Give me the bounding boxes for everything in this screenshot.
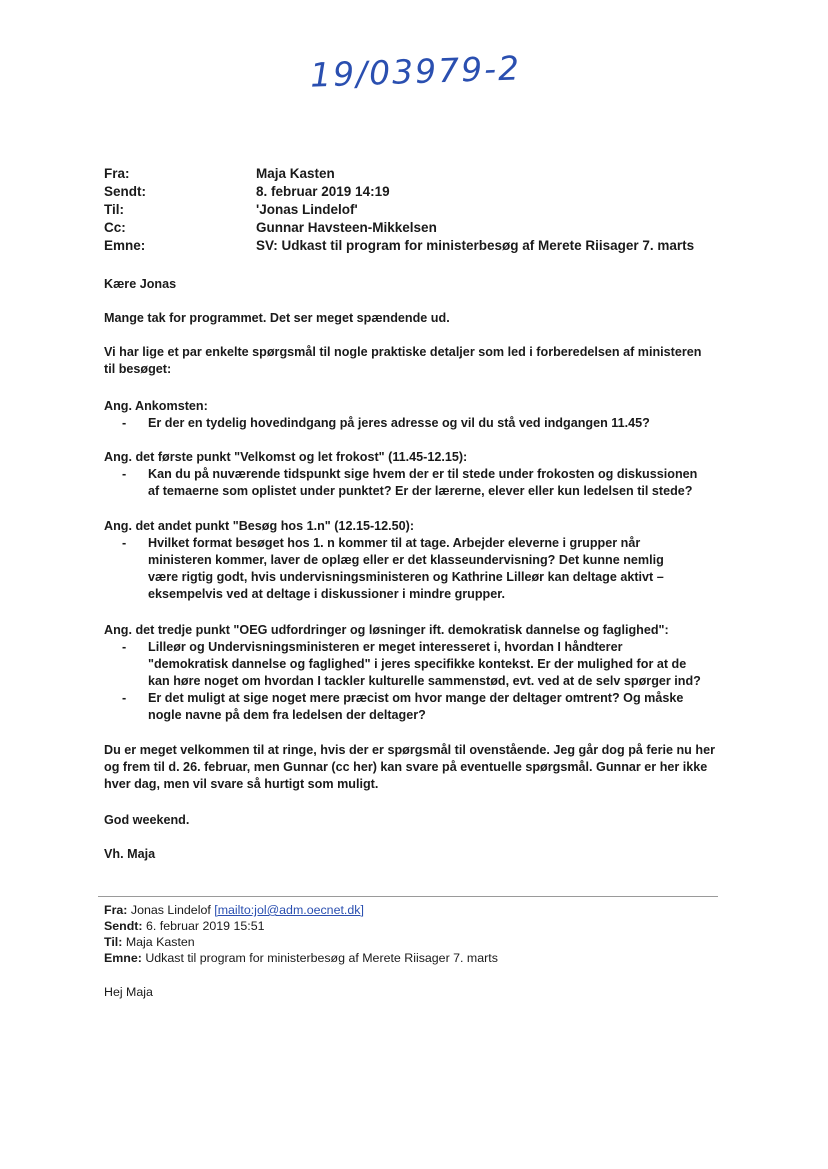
- forwarded-sent-label: Sendt:: [104, 919, 143, 933]
- forwarded-to-value: Maja Kasten: [125, 935, 195, 949]
- section-welcome-title: Ang. det første punkt "Velkomst og let frokost" (11.45-12.15):: [104, 450, 468, 464]
- forwarded-to-label: Til:: [104, 935, 123, 949]
- forwarded-from-label: Fra:: [104, 903, 128, 917]
- section-visit-list: [122, 535, 697, 603]
- forwarded-greeting: Hej Maja: [104, 985, 153, 999]
- section-arrival-list: [122, 415, 722, 432]
- to-value: 'Jonas Lindelof': [256, 202, 358, 217]
- closing-weekend: God weekend.: [104, 813, 190, 827]
- section-third-title: Ang. det tredje punkt "OEG udfordringer og løsninger ift. demokratisk dannelse og faglighed":: [104, 623, 669, 637]
- subject-value: SV: Udkast til program for ministerbesøg af Merete Riisager 7. marts: [256, 238, 695, 253]
- forwarded-mailto-link[interactable]: [mailto:jol@adm.oecnet.dk]: [214, 903, 364, 917]
- section-arrival-title: Ang. Ankomsten:: [104, 399, 208, 413]
- forwarded-from-row: [104, 902, 364, 918]
- forwarded-to-row: [104, 934, 195, 950]
- greeting: Kære Jonas: [104, 277, 177, 291]
- handwritten-case-number: 19/03979-2: [309, 48, 522, 95]
- closing-signature: Vh. Maja: [104, 847, 156, 861]
- list-item: - Er der en tydelig hovedindgang på jeres adresse og vil du stå ved indgangen 11.45?: [122, 416, 650, 430]
- section-welcome-list: [122, 466, 702, 500]
- from-value: Maja Kasten: [256, 166, 335, 181]
- sent-value: 8. februar 2019 14:19: [256, 184, 390, 199]
- list-item: - Er det muligt at sige noget mere præcist om hvor mange der deltager omtrent? Og måske nogle navne på dem fra ledelsen der deltager?: [122, 691, 684, 722]
- cc-label: Cc:: [104, 220, 126, 235]
- from-label: Fra:: [104, 166, 130, 181]
- forwarded-sent-value: 6. februar 2019 15:51: [146, 919, 265, 933]
- forwarded-sent-row: [104, 918, 265, 934]
- paragraph-thanks: Mange tak for programmet. Det ser meget spændende ud.: [104, 311, 450, 325]
- list-item: - Kan du på nuværende tidspunkt sige hvem der er til stede under frokosten og diskussionen af temaerne som oplistet under punktet? Er der lærerne, elever eller kun ledelsen til stede?: [122, 467, 698, 498]
- paragraph-contact: Du er meget velkommen til at ringe, hvis der er spørgsmål til ovenstående. Jeg går dog på ferie nu her og frem til d. 26. februar, men Gunnar (cc her) kan svare på eventuelle spørgsmål. Gunnar er her ikke hver dag, men vil svare så hurtigt som muligt.: [104, 743, 715, 791]
- forwarded-subject-value: Udkast til program for ministerbesøg af Merete Riisager 7. marts: [145, 951, 498, 965]
- list-item: - Hvilket format besøget hos 1. n kommer til at tage. Arbejder eleverne i grupper når ministeren kommer, laver de oplæg eller er det klasseundervisning? Det kunne nemlig være rigtig godt, hvis undervisningsministeren og Kathrine Lilleør kan deltage aktivt – eksempelvis ved at deltage i diskussioner i mindre grupper.: [122, 536, 664, 601]
- sent-label: Sendt:: [104, 184, 146, 199]
- forwarded-subject-row: [104, 950, 498, 966]
- paragraph-questions-intro: Vi har lige et par enkelte spørgsmål til nogle praktiske detaljer som led i forberedelsen af ministeren til besøget:: [104, 345, 702, 376]
- section-visit-title: Ang. det andet punkt "Besøg hos 1.n" (12.15-12.50):: [104, 519, 415, 533]
- subject-label: Emne:: [104, 238, 146, 253]
- cc-value: Gunnar Havsteen-Mikkelsen: [256, 220, 437, 235]
- to-label: Til:: [104, 202, 124, 217]
- section-third-list: [122, 639, 702, 724]
- forwarded-subject-label: Emne:: [104, 951, 142, 965]
- list-item: - Lilleør og Undervisningsministeren er meget interesseret i, hvordan I håndterer "demokratisk dannelse og faglighed" i jeres specifikke kontekst. Er der mulighed for at de kan høre noget om hvordan I tackler kulturelle sammenstød, evt. ved at de selv spørger ind?: [122, 640, 701, 688]
- forward-divider: [98, 896, 718, 897]
- forwarded-from-value: Jonas Lindelof: [130, 903, 211, 917]
